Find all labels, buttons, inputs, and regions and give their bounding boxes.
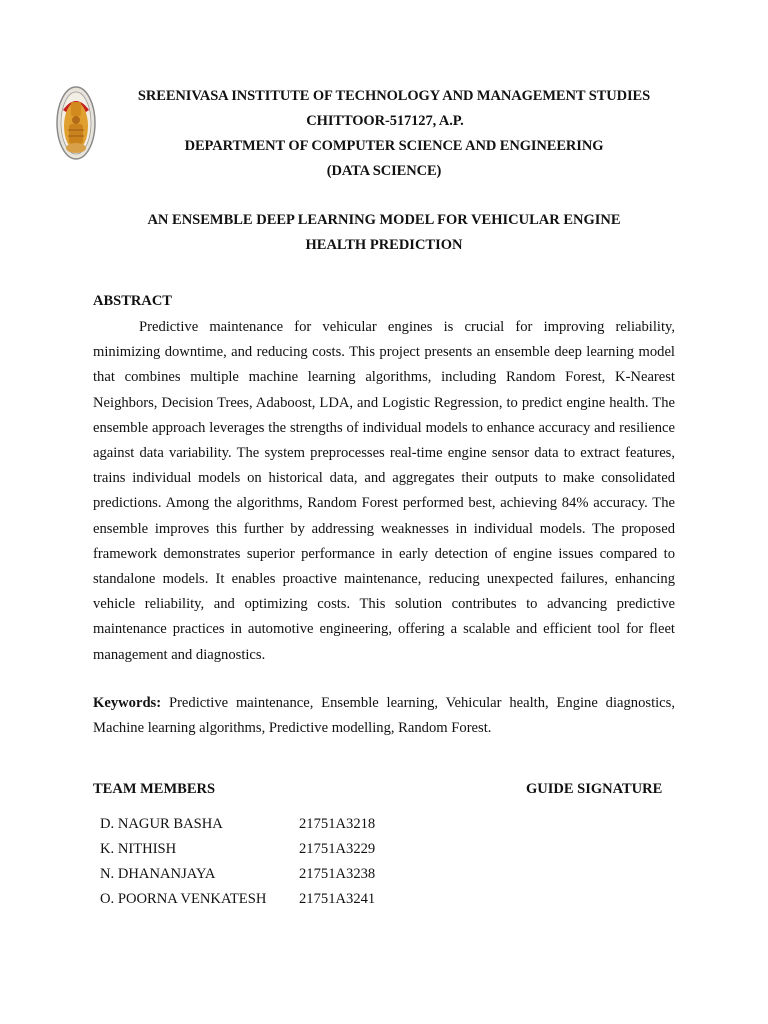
abstract-body: Predictive maintenance for vehicular engines is crucial for improving reliability, minimizing downtime, and reducing costs. This project presents an ensemble deep learning model that combines multiple machine learning algorithms, including Random Forest, K-Nearest Neighbors, Decision Trees, Adaboost, LDA, and Logistic Regression, to predict engine health. The ensemble approach leverages the strengths of individual models to enhance accuracy and resilience against data variability. The system preprocesses real-time engine sensor data to extract features, trains individual models on historical data, and aggregates their outputs to make consolidated predictions. Among the algorithms, Random Forest performed best, achieving 84% accuracy. The ensemble improves this further by addressing weaknesses in individual models. The proposed framework demonstrates superior performance in early detection of engine issues compared to standalone models. It enables proactive maintenance, reducing unexpected failures, enhancing vehicle reliability, and optimizing costs. This solution contributes to advancing predictive maintenance practices in automotive engineering, offering a scalable and efficient tool for fleet management and diagnostics.	[93, 319, 675, 663]
department-name: DEPARTMENT OF COMPUTER SCIENCE AND ENGINEERING	[184, 138, 604, 154]
project-title	[0, 208, 768, 258]
team-member-row	[100, 862, 375, 887]
team-members-list	[100, 812, 375, 912]
member-name: O. POORNA VENKATESH	[100, 891, 267, 907]
team-members-heading: TEAM MEMBERS	[93, 781, 216, 797]
keywords-text: Predictive maintenance, Ensemble learning, Vehicular health, Engine diagnostics, Machine learning algorithms, Predictive modelling, Random Forest.	[93, 695, 675, 737]
project-title-line-1: AN ENSEMBLE DEEP LEARNING MODEL FOR VEHICULAR ENGINE	[147, 212, 621, 228]
institution-location: CHITTOOR-517127, A.P.	[306, 113, 464, 129]
guide-signature-heading: GUIDE SIGNATURE	[526, 781, 663, 797]
member-roll-number: 21751A3238	[299, 866, 376, 882]
member-roll-number: 21751A3241	[299, 891, 376, 907]
institution-name: SREENIVASA INSTITUTE OF TECHNOLOGY AND MANAGEMENT STUDIES	[137, 88, 651, 104]
member-name: D. NAGUR BASHA	[100, 816, 223, 832]
team-member-row	[100, 837, 375, 862]
abstract-heading: ABSTRACT	[93, 293, 172, 309]
department-specialization: (DATA SCIENCE)	[326, 163, 442, 179]
institution-emblem-icon	[56, 86, 96, 160]
member-name: N. DHANANJAYA	[100, 866, 216, 882]
keywords-paragraph	[93, 691, 675, 741]
keywords-label: Keywords:	[93, 695, 162, 711]
team-member-row	[100, 887, 375, 912]
member-roll-number: 21751A3218	[299, 816, 376, 832]
member-name: K. NITHISH	[100, 841, 177, 857]
member-roll-number: 21751A3229	[299, 841, 376, 857]
team-member-row	[100, 812, 375, 837]
project-title-line-2: HEALTH PREDICTION	[305, 237, 463, 253]
